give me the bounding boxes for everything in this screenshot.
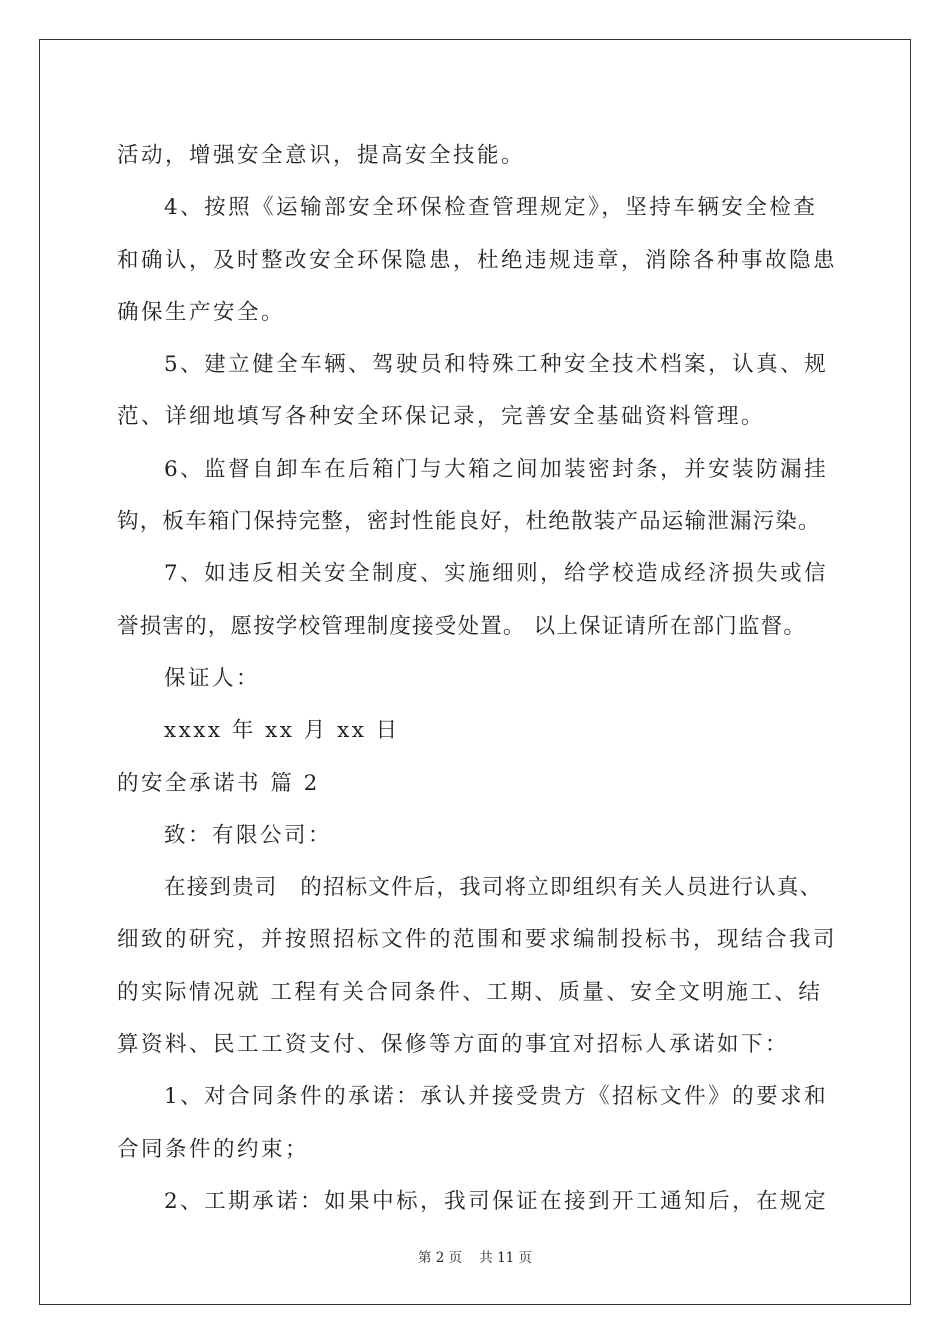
signature-label: 保证人：	[164, 665, 261, 691]
page-number-footer: 第 2 页 共 11 页	[417, 1250, 533, 1266]
text-line: 的实际情况就 工程有关合同条件、工期、质量、安全文明施工、结	[117, 979, 823, 1005]
text-line: 活动，增强安全意识，提高安全技能。	[117, 143, 526, 168]
text-line: 7、如违反相关安全制度、实施细则，给学校造成经济损失或信	[164, 561, 829, 587]
salutation: 致：有限公司：	[164, 822, 333, 848]
text-line: 钩，板车箱门保持完整，密封性能良好，杜绝散装产品运输泄漏污染。	[117, 509, 821, 535]
text-line: 范、详细地填写各种安全环保记录，完善安全基础资料管理。	[117, 404, 766, 430]
text-line: 6、监督自卸车在后箱门与大箱之间加装密封条，并安装防漏挂	[164, 456, 829, 482]
text-line: 4、按照《运输部安全环保检查管理规定》，坚持车辆安全检查	[164, 195, 818, 221]
text-line: 算资料、民工工资支付、保修等方面的事宜对招标人承诺如下：	[117, 1032, 790, 1058]
text-line: 1、对合同条件的承诺：承认并接受贵方《招标文件》的要求和	[164, 1084, 829, 1110]
document-body	[117, 130, 857, 1228]
text-line: 确保生产安全。	[117, 299, 286, 325]
text-line: 誉损害的，愿按学校管理制度接受处置。 以上保证请所在部门监督。	[117, 613, 807, 639]
text-line: 细致的研究，并按照招标文件的范围和要求编制投标书，现结合我司	[117, 927, 838, 953]
date-line: xxxx 年 xx 月 xx 日	[164, 718, 400, 744]
text-line: 在接到贵司 的招标文件后，我司将立即组织有关人员进行认真、	[164, 875, 823, 901]
text-line: 2、工期承诺：如果中标，我司保证在接到开工通知后，在规定	[164, 1188, 829, 1214]
text-line: 合同条件的约束；	[117, 1136, 310, 1162]
section-heading: 的安全承诺书 篇 2	[117, 770, 320, 796]
text-line: 5、建立健全车辆、驾驶员和特殊工种安全技术档案，认真、规	[164, 352, 829, 378]
text-line: 和确认，及时整改安全环保隐患，杜绝违规违章，消除各种事故隐患	[117, 247, 838, 273]
